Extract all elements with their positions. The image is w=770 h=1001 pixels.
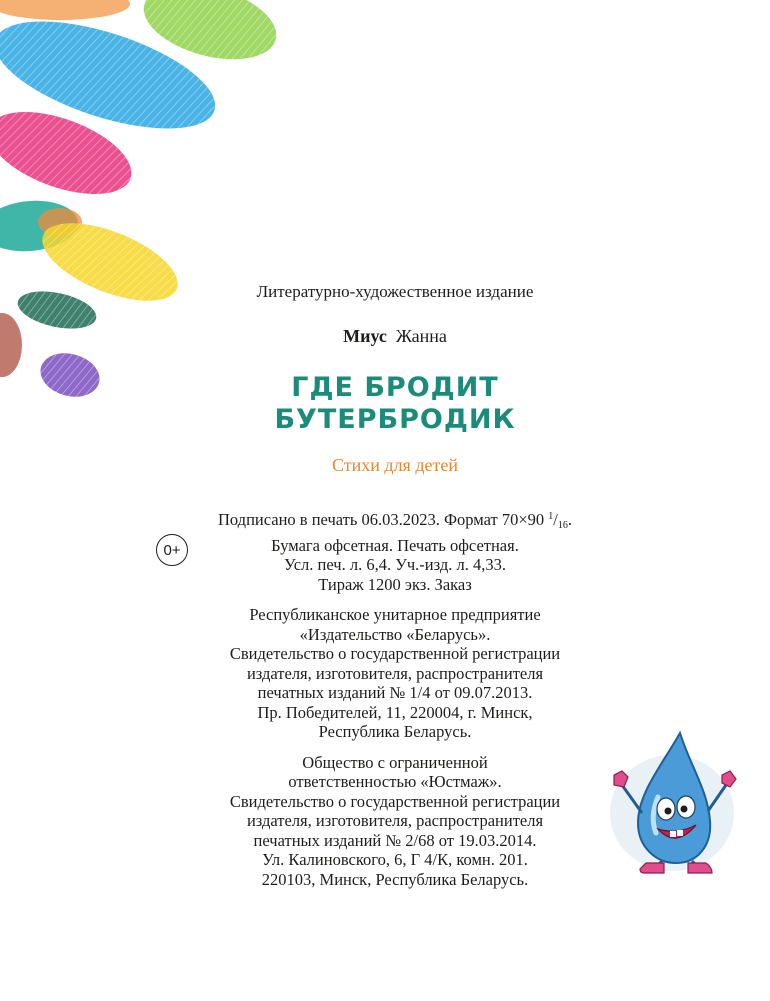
purple-scribble (36, 347, 105, 403)
book-title-line-1: ГДЕ БРОДИТ (291, 372, 499, 403)
printer-paragraph (120, 753, 670, 890)
author-name: Жанна (395, 326, 447, 346)
printer-line: Общество с ограниченной (302, 752, 488, 772)
format-numerator: 1 (548, 511, 554, 522)
brown-scribble (0, 313, 22, 377)
printer-line: издателя, изготовителя, распространителя (246, 811, 544, 830)
age-rating-badge: 0+ (156, 534, 188, 566)
publisher-line: Республиканское унитарное предприятие (249, 605, 541, 624)
publisher-line: «Издательство «Беларусь». (299, 624, 491, 644)
crayon-scribbles-decoration (0, 0, 300, 420)
publisher-line: Республика Беларусь. (318, 722, 472, 741)
printer-line: 220103, Минск, Республика Беларусь. (261, 869, 529, 889)
water-drop-character-illustration (600, 725, 750, 885)
publisher-line: Свидетельство о государственной регистрации (229, 644, 561, 663)
orange-scribble (0, 0, 130, 20)
printer-line: Ул. Калиновского, 6, Г 4/К, комн. 201. (262, 850, 528, 869)
printer-line: ответственностью «Юстмаж». (288, 772, 502, 791)
format-denominator: 16 (557, 520, 568, 531)
publisher-line: печатных изданий № 1/4 от 09.07.2013. (257, 683, 533, 702)
author-line (120, 326, 670, 347)
paper-line: Бумага офсетная. Печать офсетная. (271, 535, 519, 555)
signed-text: Подписано в печать 06.03.2023. Формат 70×90 (217, 510, 545, 529)
printer-line: Свидетельство о государственной регистрации (229, 791, 561, 811)
signed-suffix: . (567, 510, 572, 529)
publisher-line: издателя, изготовителя, распространителя (246, 663, 544, 683)
signed-line: Подписано в печать 06.03.2023. Формат 70×90 $^1/_{16}$. (217, 510, 572, 531)
genre-line: Литературно-художественное издание (256, 282, 534, 301)
imprint-block (120, 507, 670, 900)
print-data-paragraph (120, 507, 670, 594)
book-title-line-2: БУТЕРБРОДИК (274, 404, 516, 435)
print-run-line: Тираж 1200 экз. Заказ (318, 574, 472, 594)
printer-line: печатных изданий № 2/68 от 19.03.2014. (253, 830, 537, 850)
book-subtitle: Стихи для детей (332, 455, 458, 475)
author-surname: Миус (343, 326, 387, 346)
dark-green-scribble (14, 285, 99, 335)
book-title (120, 372, 670, 436)
sheets-line: Усл. печ. л. 6,4. Уч.-изд. л. 4,33. (284, 555, 506, 574)
publisher-line: Пр. Победителей, 11, 220004, г. Минск, (257, 702, 533, 722)
publisher-paragraph (120, 605, 670, 742)
